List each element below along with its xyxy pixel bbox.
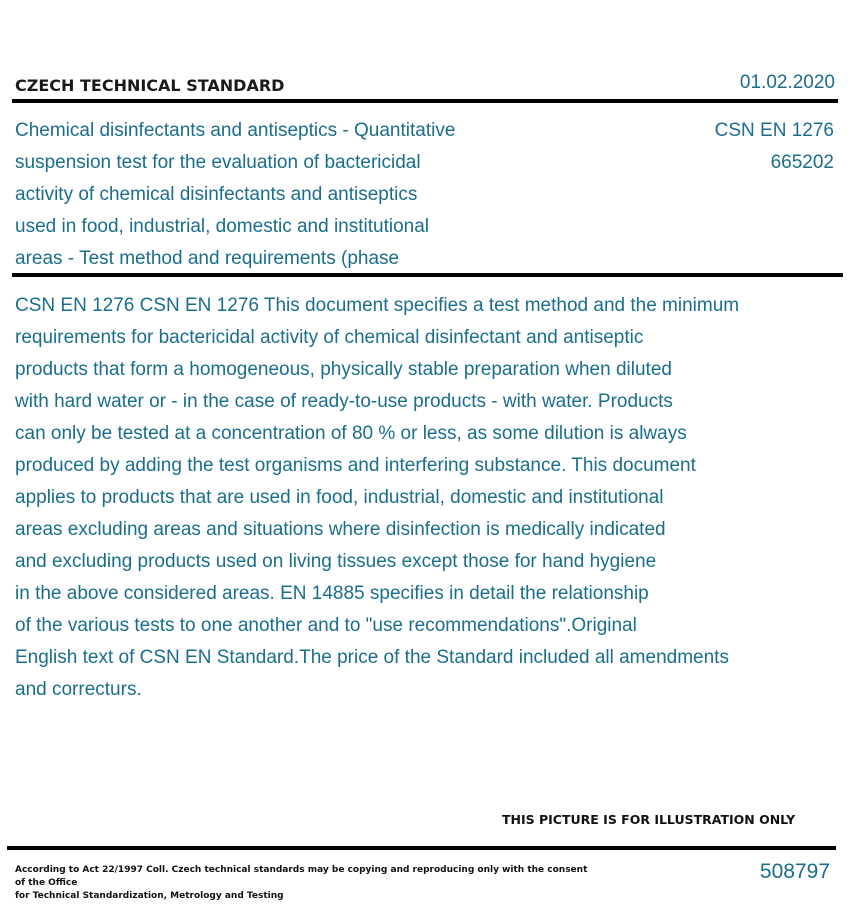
document-header-title: CZECH TECHNICAL STANDARD (15, 76, 285, 95)
classification-code: 665202 (770, 152, 834, 173)
standard-number: CSN EN 1276 (714, 120, 834, 141)
publication-date: 01.02.2020 (739, 72, 835, 93)
footer-divider (7, 846, 836, 850)
standard-description: CSN EN 1276 CSN EN 1276 This document specifies a test method and the minimum requirements for bactericidal activity of chemical disinfectant and antiseptic products that form a homogeneous, physically stable preparation when diluted with hard water or - in the case of ready-to-use products - with water. Products can only be tested at a concentration of 80 % or less, as some dilution is always produced by adding the test organisms and interfering substance. This document applies to products that are used in food, industrial, domestic and institutional areas excluding areas and situations where disinfection is medically indicated and excluding products used on living tissues except those for hand hygiene in the above considered areas. EN 14885 specifies in detail the relationship of the various tests to one another and to "use recommendations".Original English text of CSN EN Standard.The price of the Standard included all amendments and correcturs. (15, 295, 740, 700)
title-divider (12, 273, 843, 277)
illustration-note: THIS PICTURE IS FOR ILLUSTRATION ONLY (502, 812, 796, 827)
header-divider (12, 99, 838, 103)
standard-title: Chemical disinfectants and antiseptics - Quantitative suspension test for the evaluation of bactericidal activity of chemical disinfectants and antiseptics used in food, industrial, domestic and institutional areas - Test method and requirements (phase (15, 120, 456, 269)
legal-notice: According to Act 22/1997 Coll. Czech technical standards may be copying and reproducing only with the consent of the Office for Technical Standardization, Metrology and Testing (15, 865, 588, 901)
catalog-code: 508797 (759, 860, 830, 883)
